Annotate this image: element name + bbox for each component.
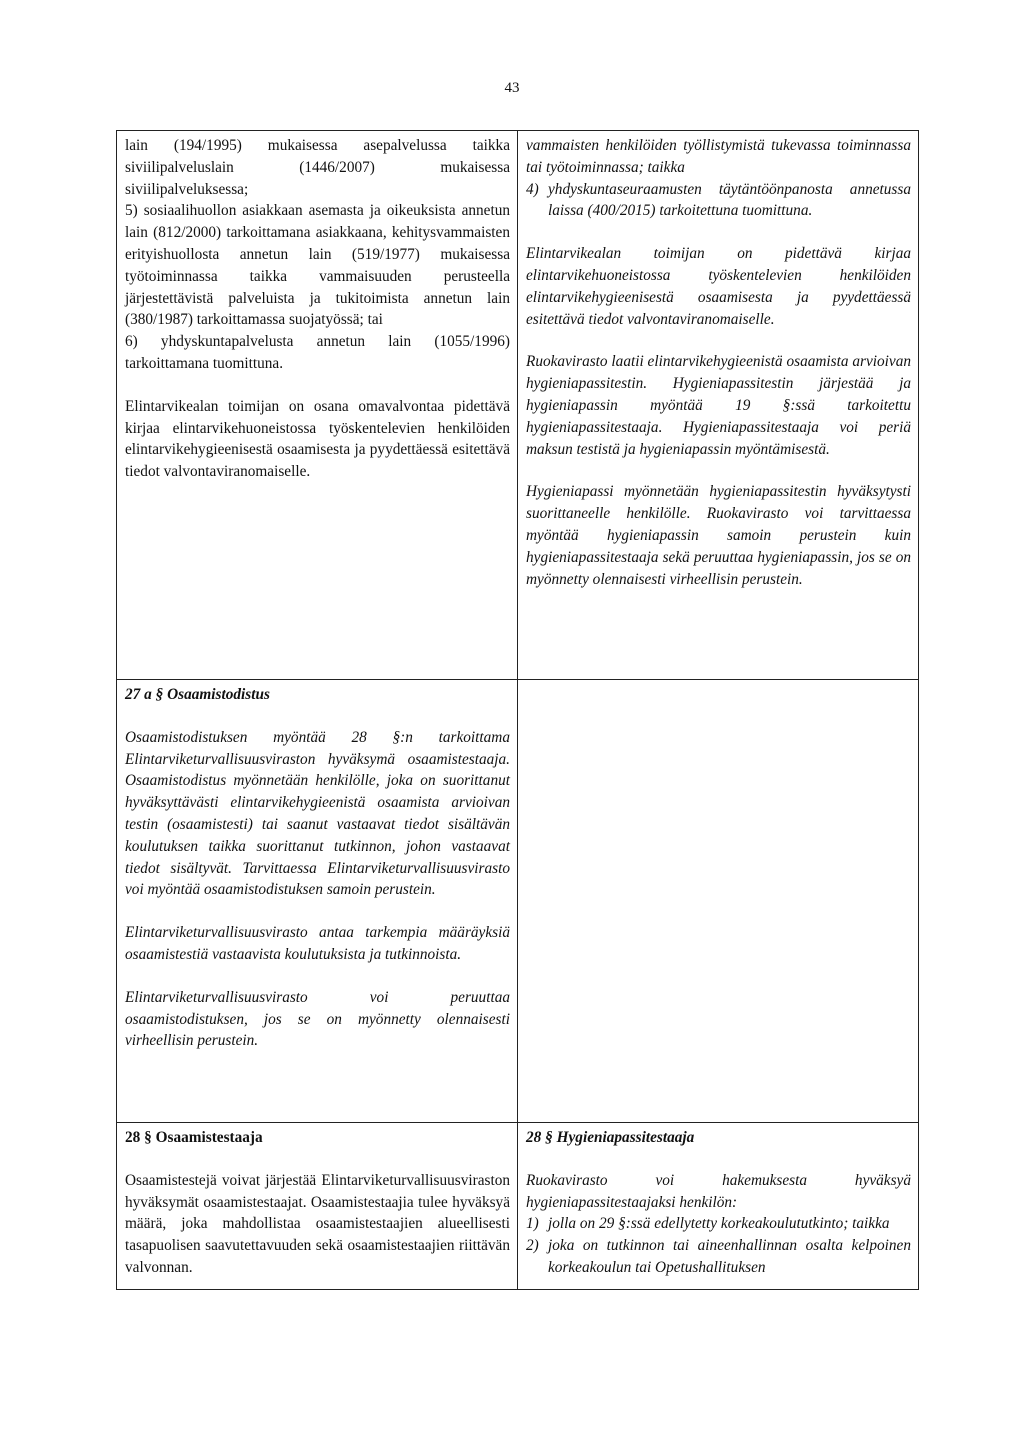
paragraph: Elintarviketurvallisuusvirasto antaa tarkempia määräyksiä osaamistestiä vastaavista koulutuksista ja tutkinnoista. (125, 924, 510, 963)
paragraph: Elintarvikealan toimijan on pidettävä kirjaa elintarvikehuoneistossa työskentelevien henkilöiden elintarvikehygieenisestä osaamisesta ja pyydettäessä esitettävä tiedot valvontaviranomaiselle. (526, 245, 911, 328)
section-number: 28 (526, 1129, 542, 1146)
list-text: yhdyskuntaseuraamusten täytäntöönpanosta annetussa laissa (400/2015) tarkoitettuna tuomittuna. (548, 180, 911, 220)
proposed-law-cell (518, 1123, 919, 1290)
section-heading (125, 684, 510, 706)
section-heading (526, 1127, 911, 1149)
paragraph: Elintarviketurvallisuusvirasto voi peruuttaa osaamistodistuksen, jos se on myönnetty olennaisesti virheellisin perustein. (125, 988, 510, 1050)
section-number: 28 (125, 1129, 141, 1146)
numbered-list (526, 1213, 911, 1278)
paragraph: 6) yhdyskuntapalvelusta annetun lain (1055/1996) tarkoittamana tuomittuna. (125, 333, 510, 372)
paragraph: lain (194/1995) mukaisessa asepalvelussa taikka siviilipalveluslain (1446/2007) mukaisessa siviilipalveluksessa; (125, 137, 510, 198)
numbered-list (526, 179, 911, 223)
comparison-table (116, 130, 919, 1290)
section-sign: § (155, 686, 164, 703)
table-row (117, 131, 919, 680)
paragraph: vammaisten henkilöiden työllistymistä tukevassa toiminnassa tai työtoiminnassa; taikka (526, 137, 911, 176)
section-title: Osaamistestaaja (155, 1129, 263, 1146)
page-number: 43 (504, 80, 520, 96)
list-item (526, 179, 911, 223)
table-row (117, 1123, 919, 1290)
section-sign: § (545, 1129, 553, 1146)
current-law-cell (117, 680, 518, 1123)
list-item (526, 1213, 911, 1235)
section-heading (125, 1127, 510, 1149)
empty-cell (518, 680, 919, 1123)
paragraph: Elintarvikealan toimijan on osana omavalvontaa pidettävä kirjaa elintarvikehuoneistossa työskentelevien henkilöiden elintarvikehygieenisestä osaamisesta ja pyydettäessä esitettävä tiedot valvontaviranomaiselle. (125, 397, 510, 481)
paragraph: 5) sosiaalihuollon asiakkaan asemasta ja oikeuksista annetun lain (812/2000) tarkoittamana asiakkaana, kehitysvammaisten erityishuollosta annetun lain (519/1977) mukaisessa työtoiminnassa taikka vammaisuuden perusteella järjestettävistä palveluista ja tukitoimista annetun lain (380/1987) tarkoittamassa suojatyössä; tai (125, 202, 510, 329)
current-law-cell (117, 131, 518, 680)
list-item (526, 1235, 911, 1279)
list-number: 4) (526, 180, 539, 198)
paragraph: Ruokavirasto laatii elintarvikehygieenistä osaamista arvioivan hygieniapassitestin. Hygieniapassitestin järjestää ja hygieniapassin myöntää 19 §:ssä tarkoitettu hygieniapassitestaaja. Hygieniapassitestaaja voi periä maksun testistä ja hygieniapassin myöntämisestä. (526, 353, 911, 458)
paragraph: Ruokavirasto voi hakemuksesta hyväksyä hygieniapassitestaajaksi henkilön: (526, 1171, 911, 1211)
section-number: 27 a (125, 686, 152, 703)
list-text: jolla on 29 §:ssä edellytetty korkeakoulututkinto; taikka (548, 1215, 890, 1233)
list-text: joka on tutkinnon tai aineenhallinnan osalta kelpoinen korkeakoulun tai Opetushallituksen (548, 1237, 911, 1276)
paragraph: Osaamistodistuksen myöntää 28 §:n tarkoittama Elintarviketurvallisuusviraston hyväksymä osaamistestaaja. Osaamistodistus myönnetään henkilölle, joka on suorittanut hyväksyttävästi elintarvikehygieenistä osaamista arvioivan testin (osaamistesti) tai saanut vastaavat tiedot sisältävän koulutuksen taikka suorittanut tutkinnon, johon vastaavat tiedot sisältyvät. Tarvittaessa Elintarviketurvallisuusvirasto voi myöntää osaamistodistuksen samoin perustein. (125, 728, 510, 899)
paragraph: Osaamistestejä voivat järjestää Elintarviketurvallisuusviraston hyväksymät osaamistestaajat. Osaamistestaajia tulee hyväksyä määrä, joka mahdollistaa osaamistestaajien alueellisesti tasapuolisen saavutettavuuden sekä osaamistestaajien riittävän valvonnan. (125, 1171, 510, 1276)
list-number: 1) (526, 1215, 539, 1233)
section-title: Osaamistodistus (167, 686, 270, 703)
section-title: Hygieniapassitestaaja (556, 1129, 695, 1146)
section-sign: § (144, 1129, 152, 1146)
table-row (117, 680, 919, 1123)
paragraph: Hygieniapassi myönnetään hygieniapassitestin hyväksytysti suorittaneelle henkilölle. Ruokavirasto voi tarvittaessa myöntää hygieniapassin samoin perustein kuin hygieniapassitestaaja sekä peruuttaa hygieniapassin, jos se on myönnetty olennaisesti virheellisin perustein. (526, 483, 911, 588)
proposed-law-cell (518, 131, 919, 680)
list-number: 2) (526, 1237, 539, 1255)
current-law-cell (117, 1123, 518, 1290)
